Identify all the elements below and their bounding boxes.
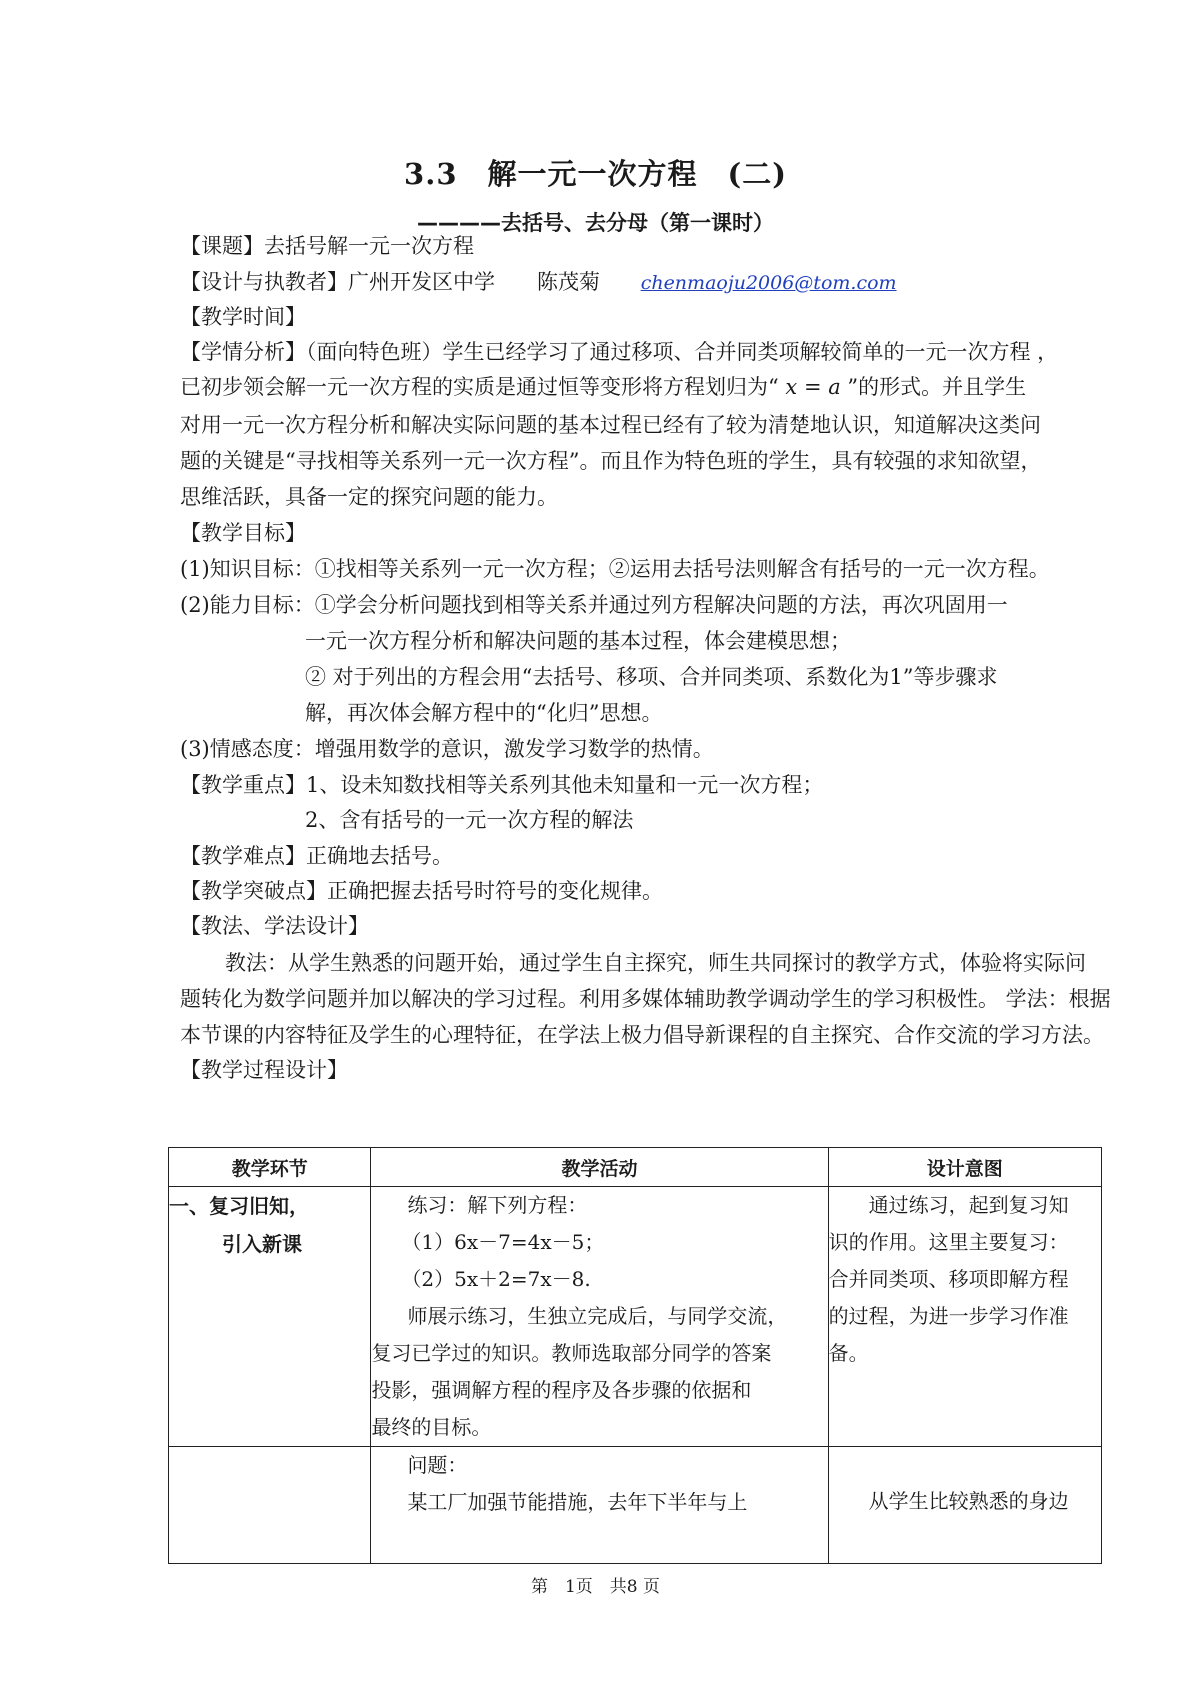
time-line: 【教学时间】	[180, 305, 306, 329]
goal-ability-4: 解，再次体会解方程中的“化归”思想。	[305, 701, 663, 725]
intent-line: 的过程，为进一步学习作准	[828, 1304, 1069, 1328]
page-subtitle: ————去括号、去分母（第一课时）	[417, 211, 774, 235]
designer-line	[180, 268, 897, 297]
method-label: 【教法、学法设计】	[180, 914, 369, 938]
difficulty-label: 【教学难点】	[180, 844, 306, 868]
topic-text: 去括号解一元一次方程	[264, 234, 474, 258]
goal-ability-2: 一元一次方程分析和解决问题的基本过程，体会建模思想；	[305, 629, 851, 653]
breakthrough-text: 正确把握去括号时符号的变化规律。	[327, 879, 663, 903]
key-label: 【教学重点】	[180, 773, 306, 797]
topic-line	[180, 232, 474, 260]
process-table	[168, 1147, 1102, 1564]
analysis-line-5: 思维活跃，具备一定的探究问题的能力。	[180, 485, 558, 509]
header-intent: 设计意图	[828, 1148, 1101, 1187]
intent-line: 合并同类项、移项即解方程	[828, 1267, 1069, 1291]
goal-knowledge: (1)知识目标：①找相等关系列一元一次方程；②运用去括号法则解含有括号的一元一次方程。	[180, 557, 1050, 581]
goals-label: 【教学目标】	[180, 521, 306, 545]
page-title: 3.3 解一元一次方程 (二)	[404, 157, 787, 191]
intent-line: 从学生比较熟悉的身边	[868, 1489, 1069, 1513]
designer-label: 【设计与执教者】	[180, 270, 348, 294]
stage-label-2: 引入新课	[222, 1232, 302, 1256]
analysis-label: 【学情分析】	[180, 340, 306, 364]
activity-cell	[371, 1447, 828, 1564]
breakthrough-line	[180, 877, 663, 905]
activity-line: （1）6x－7=4x－5；	[401, 1230, 605, 1254]
goal-ability-3: ② 对于列出的方程会用“去括号、移项、合并同类项、系数化为1”等步骤求	[305, 665, 998, 689]
table-row	[169, 1187, 1102, 1447]
analysis-text-2a: 已初步领会解一元一次方程的实质是通过恒等变形将方程划归为“	[180, 375, 786, 399]
intent-cell	[828, 1447, 1101, 1564]
key-line-2: 2、含有括号的一元一次方程的解法	[305, 808, 634, 832]
intent-cell	[828, 1187, 1101, 1447]
analysis-line-3: 对用一元一次方程分析和解决实际问题的基本过程已经有了较为清楚地认识，知道解决这类问	[180, 413, 1041, 437]
table-row	[169, 1447, 1102, 1564]
method-line-3: 本节课的内容特征及学生的心理特征，在学法上极力倡导新课程的自主探究、合作交流的学习方法。	[180, 1023, 1104, 1047]
process-label: 【教学过程设计】	[180, 1058, 348, 1082]
header-stage: 教学环节	[169, 1148, 371, 1187]
activity-line: 投影，强调解方程的程序及各步骤的依据和	[371, 1378, 752, 1402]
analysis-text-2b: ”的形式。并且学生	[840, 375, 1027, 399]
analysis-formula: x = a	[785, 375, 841, 399]
header-activity: 教学活动	[371, 1148, 828, 1187]
method-line-1: 教法：从学生熟悉的问题开始，通过学生自主探究，师生共同探讨的教学方式，体验将实际问	[225, 951, 1086, 975]
activity-line: 复习已学过的知识。教师选取部分同学的答案	[371, 1341, 772, 1365]
method-line-2: 题转化为数学问题并加以解决的学习过程。利用多媒体辅助教学调动学生的学习积极性。 学法：根据	[180, 987, 1111, 1011]
intent-line: 备。	[828, 1341, 869, 1365]
designer-text: 广州开发区中学 陈茂菊	[348, 270, 600, 294]
activity-line: （2）5x＋2=7x－8.	[401, 1267, 591, 1291]
intent-line: 识的作用。这里主要复习：	[828, 1230, 1069, 1254]
goal-attitude: (3)情感态度：增强用数学的意识，激发学习数学的热情。	[180, 737, 714, 761]
goal-ability-1: (2)能力目标：①学会分析问题找到相等关系并通过列方程解决问题的方法，再次巩固用一	[180, 593, 1008, 617]
activity-line: 练习：解下列方程：	[407, 1193, 588, 1217]
difficulty-text: 正确地去括号。	[306, 844, 453, 868]
activity-cell	[371, 1187, 828, 1447]
analysis-line-4: 题的关键是“寻找相等关系列一元一次方程”。而且作为特色班的学生，具有较强的求知欲望，	[180, 449, 1042, 473]
activity-line: 最终的目标。	[371, 1415, 492, 1439]
key-line-1	[180, 771, 823, 799]
activity-line: 某工厂加强节能措施，去年下半年与上	[407, 1490, 748, 1514]
stage-label-1: 一、复习旧知，	[169, 1194, 309, 1218]
table-header-row	[169, 1148, 1102, 1187]
topic-label: 【课题】	[180, 234, 264, 258]
activity-line: 问题：	[407, 1453, 468, 1477]
difficulty-line	[180, 842, 453, 870]
analysis-line-2	[180, 373, 1026, 401]
stage-cell	[169, 1187, 371, 1447]
email-link[interactable]: chenmaoju2006@tom.com	[640, 272, 897, 294]
activity-line: 师展示练习，生独立完成后，与同学交流，	[407, 1304, 788, 1328]
key-text-1: 1、设未知数找相等关系列其他未知量和一元一次方程；	[306, 773, 824, 797]
breakthrough-label: 【教学突破点】	[180, 879, 327, 903]
analysis-text-1: （面向特色班）学生已经学习了通过移项、合并同类项解较简单的一元一次方程 ，	[306, 340, 1059, 364]
intent-line: 通过练习，起到复习知	[868, 1193, 1069, 1217]
analysis-line-1	[180, 338, 1058, 366]
stage-cell	[169, 1447, 371, 1564]
page-footer: 第 1页 共8 页	[530, 1577, 661, 1597]
